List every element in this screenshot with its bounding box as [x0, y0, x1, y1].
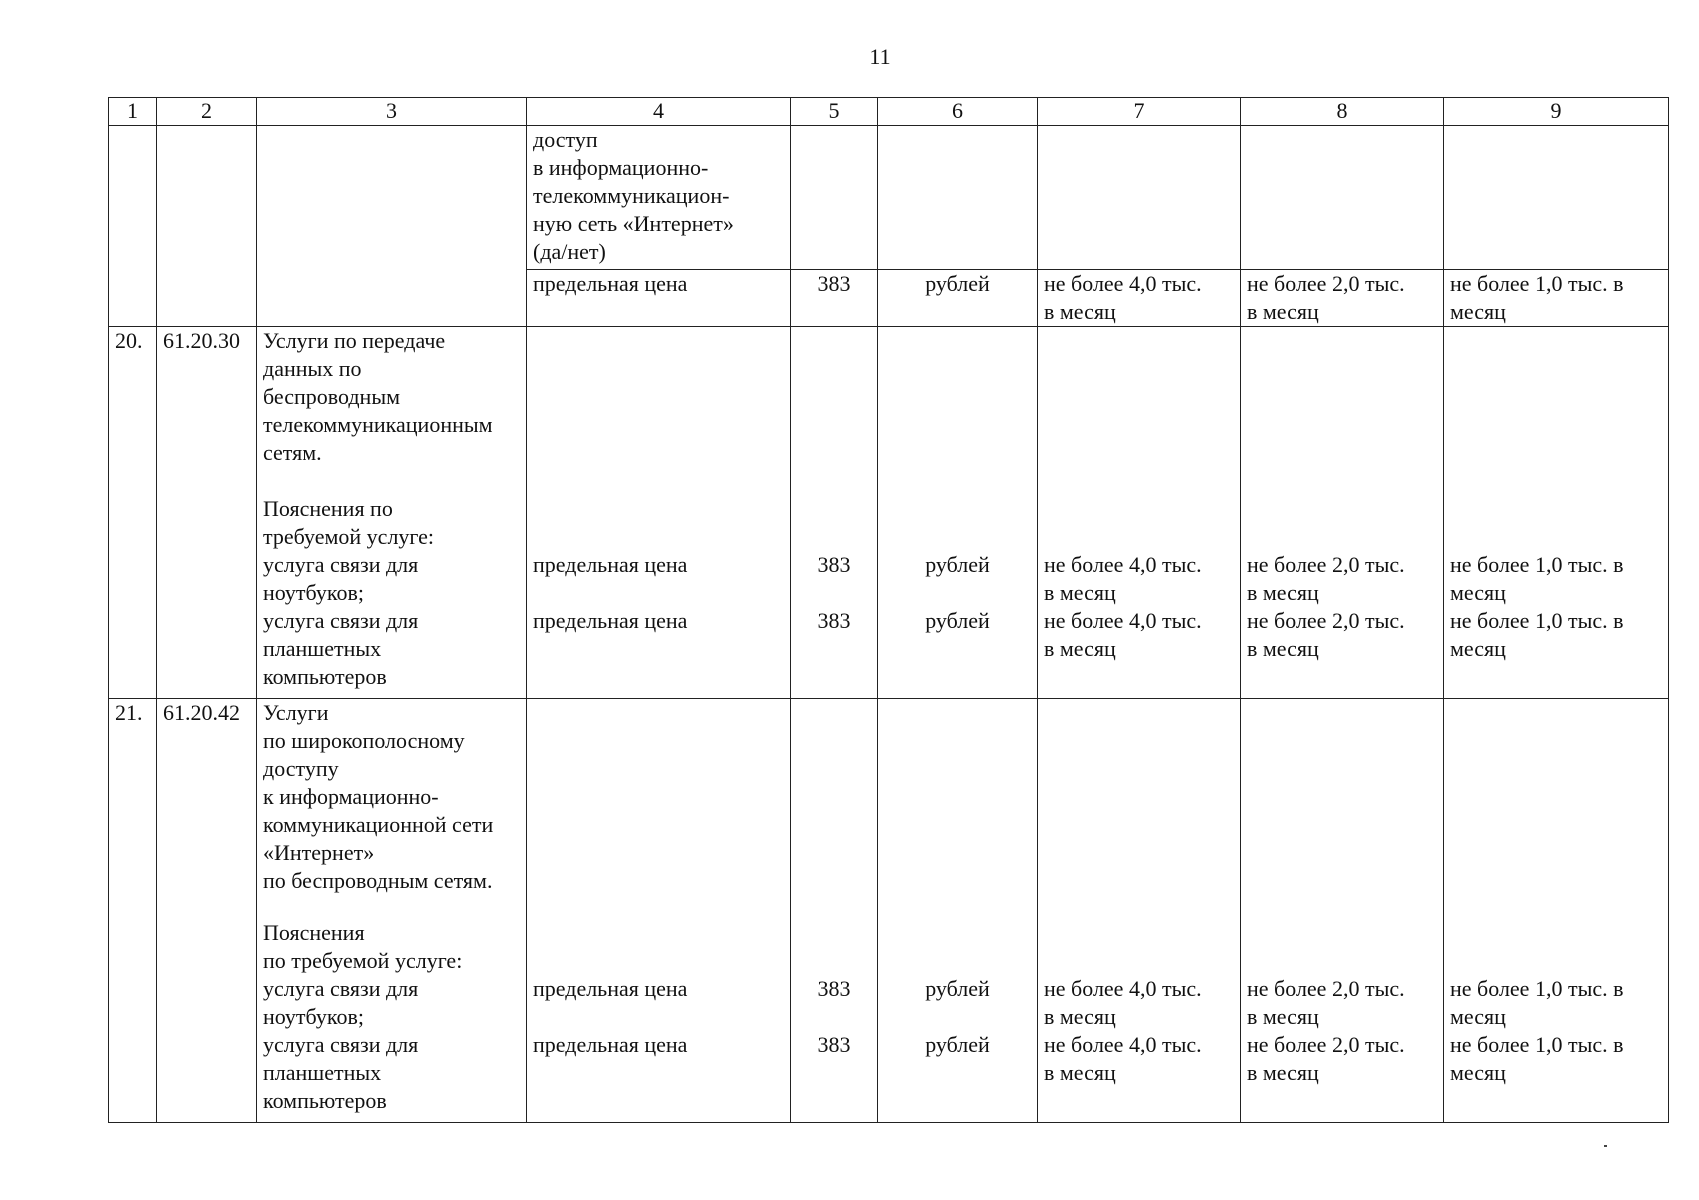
- cell-service-name: [257, 699, 527, 1123]
- service-note: Пояснения по требуемой услуге:: [263, 920, 463, 973]
- service-note: Пояснения по требуемой услуге:: [263, 496, 435, 549]
- unit-code: 383: [817, 608, 851, 633]
- cell-unit-code: [791, 327, 878, 699]
- cell-value-col7: [1038, 327, 1241, 699]
- cell-value-col8: не более 2,0 тыс. в месяц: [1241, 270, 1444, 327]
- header-cell-8: 8: [1241, 98, 1444, 126]
- cell-empty: [878, 126, 1038, 270]
- cell-unit-name: [878, 327, 1038, 699]
- scan-speck: [1604, 1145, 1607, 1147]
- header-cell-6: 6: [878, 98, 1038, 126]
- cell-service-name: [257, 327, 527, 699]
- characteristic-line: ную сеть «Интернет»: [533, 211, 734, 236]
- cell-row-number: 21.: [109, 699, 157, 1123]
- service-item-notebooks: услуга связи для ноутбуков;: [263, 976, 419, 1029]
- price-label: предельная цена: [533, 976, 688, 1001]
- cell-okpd-code: 61.20.42: [157, 699, 257, 1123]
- cell-code-empty: [157, 126, 257, 327]
- header-cell-2: 2: [157, 98, 257, 126]
- price-label: предельная цена: [533, 608, 688, 633]
- cell-unit-name: [878, 699, 1038, 1123]
- header-cell-1: 1: [109, 98, 157, 126]
- cell-row-number: 20.: [109, 327, 157, 699]
- cell-value-col9: не более 1,0 тыс. в месяц: [1444, 270, 1669, 327]
- limit-value: не более 1,0 тыс. в месяц: [1450, 1032, 1624, 1085]
- service-item-notebooks: услуга связи для ноутбуков;: [263, 552, 419, 605]
- cell-value-col8: [1241, 699, 1444, 1123]
- unit-name: рублей: [925, 1032, 990, 1057]
- unit-name: рублей: [925, 976, 990, 1001]
- header-row: [109, 98, 1669, 126]
- characteristic-line: в информационно-: [533, 155, 709, 180]
- header-cell-7: 7: [1038, 98, 1241, 126]
- cell-empty: [1444, 126, 1669, 270]
- limit-value: не более 1,0 тыс. в месяц: [1450, 552, 1624, 605]
- table-row-continuation-a: [109, 126, 1669, 270]
- cell-characteristic-internet: [527, 126, 791, 270]
- limit-value: не более 4,0 тыс. в месяц: [1044, 1032, 1202, 1085]
- price-label: предельная цена: [533, 552, 688, 577]
- cell-empty: [1241, 126, 1444, 270]
- cell-unit-name: рублей: [878, 270, 1038, 327]
- unit-code: 383: [817, 552, 851, 577]
- service-title: Услуги по широкополосному доступу к информационно- коммуникационной сети «Интернет» по беспроводным сетям.: [263, 700, 494, 893]
- limit-value: не более 4,0 тыс. в месяц: [1044, 976, 1202, 1029]
- price-label: предельная цена: [533, 1032, 688, 1057]
- header-cell-4: 4: [527, 98, 791, 126]
- limit-value: не более 4,0 тыс. в месяц: [1044, 608, 1202, 661]
- cell-empty: [791, 126, 878, 270]
- table-row-20: [109, 327, 1669, 699]
- cell-value-col7: не более 4,0 тыс. в месяц: [1038, 270, 1241, 327]
- characteristic-line: (да/нет): [533, 239, 606, 264]
- cell-value-col7: [1038, 699, 1241, 1123]
- limit-value: не более 2,0 тыс. в месяц: [1247, 608, 1405, 661]
- header-cell-9: 9: [1444, 98, 1669, 126]
- limit-value: не более 1,0 тыс. в месяц: [1450, 976, 1624, 1029]
- cell-value-col8: [1241, 327, 1444, 699]
- limit-value: не более 4,0 тыс. в месяц: [1044, 552, 1202, 605]
- cell-characteristic: [527, 327, 791, 699]
- cell-okpd-code: 61.20.30: [157, 327, 257, 699]
- cell-characteristic: [527, 699, 791, 1123]
- cell-value-col9: [1444, 699, 1669, 1123]
- cell-num-empty: [109, 126, 157, 327]
- cell-unit-code: 383: [791, 270, 878, 327]
- unit-name: рублей: [925, 552, 990, 577]
- characteristic-line: доступ: [533, 127, 598, 152]
- unit-code: 383: [817, 1032, 851, 1057]
- limit-value: не более 2,0 тыс. в месяц: [1247, 1032, 1405, 1085]
- cell-price-label: предельная цена: [527, 270, 791, 327]
- limit-value: не более 1,0 тыс. в месяц: [1450, 608, 1624, 661]
- cell-empty: [1038, 126, 1241, 270]
- limit-value: не более 2,0 тыс. в месяц: [1247, 976, 1405, 1029]
- table-row-21: [109, 699, 1669, 1123]
- unit-code: 383: [817, 976, 851, 1001]
- characteristic-line: телекоммуникацион-: [533, 183, 730, 208]
- limit-value: не более 2,0 тыс. в месяц: [1247, 552, 1405, 605]
- service-item-tablets: услуга связи для планшетных компьютеров: [263, 608, 419, 689]
- service-item-tablets: услуга связи для планшетных компьютеров: [263, 1032, 419, 1113]
- service-title: Услуги по передаче данных по беспроводным телекоммуникационным сетям.: [263, 328, 493, 465]
- header-cell-5: 5: [791, 98, 878, 126]
- cell-name-empty: [257, 126, 527, 327]
- header-cell-3: 3: [257, 98, 527, 126]
- requirements-table: [108, 97, 1669, 1123]
- unit-name: рублей: [925, 608, 990, 633]
- cell-value-col9: [1444, 327, 1669, 699]
- cell-unit-code: [791, 699, 878, 1123]
- page-number: 11: [869, 44, 891, 69]
